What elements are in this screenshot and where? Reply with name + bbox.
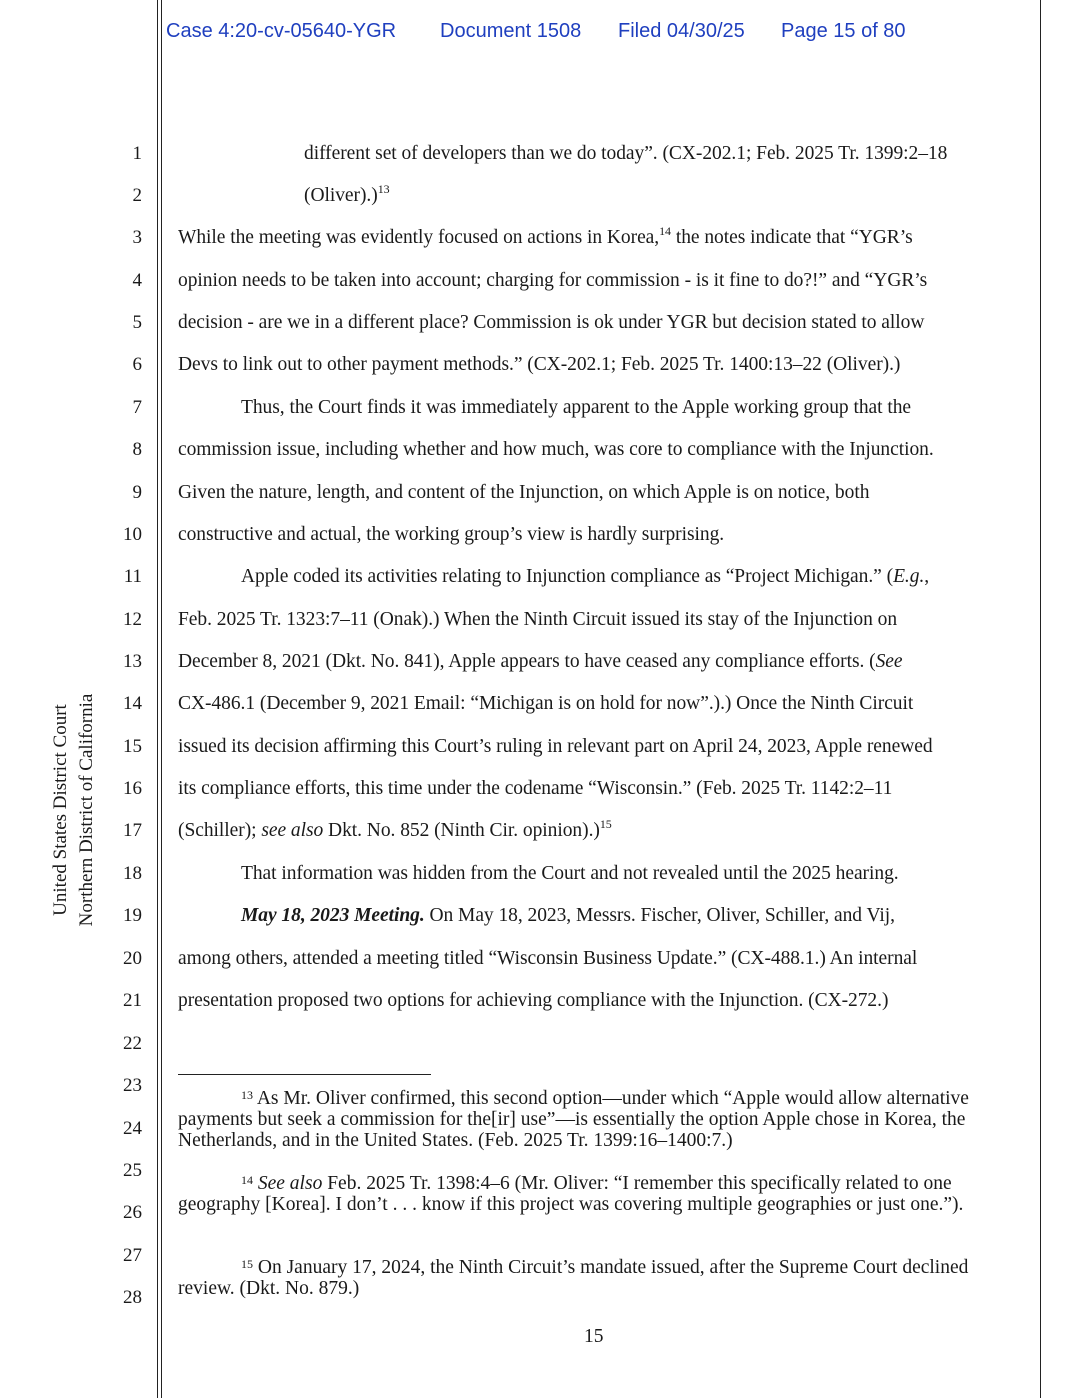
margin-rule-left-1 xyxy=(157,0,158,1398)
court-caption-line1: United States District Court xyxy=(50,704,71,916)
line-number: 6 xyxy=(132,354,142,375)
body-line-1: different set of developers than we do today”. (CX-202.1; Feb. 2025 Tr. 1399:2–18 xyxy=(304,143,948,164)
court-caption xyxy=(48,620,100,1000)
line-number: 8 xyxy=(132,439,142,460)
line-number: 28 xyxy=(123,1287,142,1308)
line-number: 5 xyxy=(132,312,142,333)
footnote-ref-15[interactable]: 15 xyxy=(599,817,612,831)
body-line-13: December 8, 2021 (Dkt. No. 841), Apple appears to have ceased any compliance efforts. (See xyxy=(178,651,903,672)
margin-rule-left-2 xyxy=(161,0,162,1398)
line-number: 3 xyxy=(132,227,142,248)
footnote-ref-14[interactable]: 14 xyxy=(659,224,672,238)
line-number: 18 xyxy=(123,863,142,884)
body-line-3: While the meeting was evidently focused on actions in Korea,$^{14}$ the notes indicate that “YGR’s xyxy=(178,224,913,248)
footnote-ref-13[interactable]: 13 xyxy=(377,182,390,196)
line-number: 9 xyxy=(132,482,142,503)
body-line-4: opinion needs to be taken into account; charging for commission - is it fine to do?!” and “YGR’s xyxy=(178,270,928,291)
body-line-20: among others, attended a meeting titled “Wisconsin Business Update.” (CX-488.1.) An internal xyxy=(178,948,918,969)
line-number: 12 xyxy=(123,609,142,630)
body-line-14: CX-486.1 (December 9, 2021 Email: “Michigan is on hold for now”.).) Once the Ninth Circuit xyxy=(178,693,914,714)
line-number: 16 xyxy=(123,778,142,799)
body-line-7: Thus, the Court finds it was immediately apparent to the Apple working group that the xyxy=(241,397,911,418)
line-number: 10 xyxy=(123,524,142,545)
line-number: 20 xyxy=(123,948,142,969)
body-line-6: Devs to link out to other payment methods.” (CX-202.1; Feb. 2025 Tr. 1400:13–22 (Oliver).) xyxy=(178,354,901,375)
footnote-13: $^{13}$ As Mr. Oliver confirmed, this second option—under which “Apple would allow alternative payments but seek a commission for the[ir] use”—is essentially the option Apple chose in Korea, the Netherlands, and in the United States. (Feb. 2025 Tr. 1399:16–1400:7.) xyxy=(178,1088,969,1151)
body-line-11: Apple coded its activities relating to Injunction compliance as “Project Michigan.” (E.g., xyxy=(241,566,930,587)
line-number: 26 xyxy=(123,1202,142,1223)
margin-rule-right xyxy=(1040,0,1041,1398)
document-number: Document 1508 xyxy=(440,20,582,42)
body-line-21: presentation proposed two options for achieving compliance with the Injunction. (CX-272.) xyxy=(178,990,889,1011)
line-number: 11 xyxy=(123,566,142,587)
body-line-16: its compliance efforts, this time under the codename “Wisconsin.” (Feb. 2025 Tr. 1142:2–11 xyxy=(178,778,893,799)
filed-date: Filed 04/30/25 xyxy=(618,20,745,42)
body-line-19: May 18, 2023 Meeting. On May 18, 2023, Messrs. Fischer, Oliver, Schiller, and Vij, xyxy=(241,905,895,926)
line-number: 21 xyxy=(123,990,142,1011)
line-number: 2 xyxy=(132,185,142,206)
line-number: 22 xyxy=(123,1033,142,1054)
body-line-2: (Oliver).)$^{13}$ xyxy=(304,182,390,206)
line-number: 13 xyxy=(123,651,142,672)
line-number: 4 xyxy=(132,270,142,291)
section-heading: May 18, 2023 Meeting. xyxy=(241,905,425,926)
body-line-12: Feb. 2025 Tr. 1323:7–11 (Onak).) When the Ninth Circuit issued its stay of the Injunction on xyxy=(178,609,898,630)
body-line-5: decision - are we in a different place? Commission is ok under YGR but decision stated to allow xyxy=(178,312,925,333)
line-number: 15 xyxy=(123,736,142,757)
line-number: 17 xyxy=(123,820,142,841)
line-number: 27 xyxy=(123,1245,142,1266)
body-line-10: constructive and actual, the working group’s view is hardly surprising. xyxy=(178,524,725,545)
line-number: 1 xyxy=(132,143,142,164)
body-line-8: commission issue, including whether and how much, was core to compliance with the Injunction. xyxy=(178,439,934,460)
case-number: Case 4:20-cv-05640-YGR xyxy=(166,20,397,42)
body-line-18: That information was hidden from the Court and not revealed until the 2025 hearing. xyxy=(241,863,899,884)
line-number: 14 xyxy=(123,693,142,714)
line-number: 19 xyxy=(123,905,142,926)
footnote-divider xyxy=(178,1074,431,1075)
line-number: 7 xyxy=(132,397,142,418)
page-indicator: Page 15 of 80 xyxy=(781,20,906,42)
footnote-15: $^{15}$ On January 17, 2024, the Ninth Circuit’s mandate issued, after the Supreme Court declined review. (Dkt. No. 879.) xyxy=(178,1257,969,1299)
footnote-14: $^{14}$ See also Feb. 2025 Tr. 1398:4–6 (Mr. Oliver: “I remember this specifically related to one geography [Korea]. I don’t . . . know if this project was covering multiple geographies or just one.”). xyxy=(178,1173,964,1215)
line-number: 24 xyxy=(123,1118,142,1139)
court-caption-line2: Northern District of California xyxy=(76,693,97,927)
body-line-15: issued its decision affirming this Court’s ruling in relevant part on April 24, 2023, Apple renewed xyxy=(178,736,933,757)
line-number: 25 xyxy=(123,1160,142,1181)
body-line-17: (Schiller); see also Dkt. No. 852 (Ninth Cir. opinion).)$^{15}$ xyxy=(178,817,612,841)
line-number: 23 xyxy=(123,1075,142,1096)
page-number: 15 xyxy=(584,1326,604,1347)
body-line-9: Given the nature, length, and content of the Injunction, on which Apple is on notice, both xyxy=(178,482,870,503)
